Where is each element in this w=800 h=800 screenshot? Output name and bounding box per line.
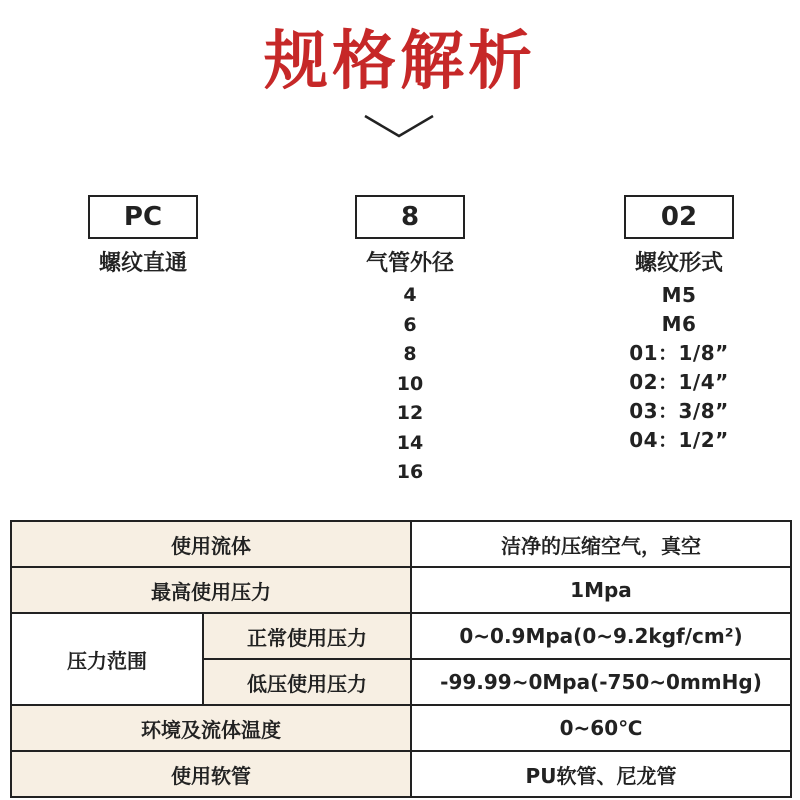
list-item: 14 [396, 431, 424, 454]
code-label-type: 螺纹直通 [98, 251, 187, 276]
list-item: 6 [403, 313, 417, 336]
table-row [11, 567, 791, 613]
spec-label-temperature: 环境及流体温度 [11, 705, 411, 751]
list-item: 4 [403, 284, 417, 306]
table-row [11, 521, 791, 567]
list-item: 16 [396, 461, 424, 483]
list-item: 04：1/2” [629, 428, 729, 452]
code-box-type: PC [88, 195, 198, 239]
table-row [11, 613, 791, 659]
list-item: 01：1/8” [629, 341, 729, 365]
list-item: M5 [661, 283, 697, 307]
spec-label-hose: 使用软管 [11, 751, 411, 797]
spec-value-max-pressure: 1Mpa [411, 567, 791, 613]
table-row [11, 705, 791, 751]
tube-diameter-options [330, 281, 490, 488]
spec-label-max-pressure: 最高使用压力 [11, 567, 411, 613]
spec-value-temperature: 0~60℃ [411, 705, 791, 751]
page-title: 规格解析 [264, 25, 536, 99]
spec-value-hose: PU软管、尼龙管 [411, 751, 791, 797]
list-item: 10 [396, 372, 424, 395]
code-box-tube-diameter: 8 [355, 195, 465, 239]
table-row [11, 751, 791, 797]
list-item: 8 [403, 343, 417, 365]
spec-label-normal-pressure: 正常使用压力 [203, 613, 411, 659]
list-item: 02：1/4” [629, 370, 729, 394]
spec-value-fluid: 洁净的压缩空气，真空 [411, 521, 791, 567]
spec-value-low-pressure: -99.99~0Mpa(-750~0mmHg) [411, 659, 791, 705]
spec-value-normal-pressure: 0~0.9Mpa(0~9.2kgf/cm²) [411, 613, 791, 659]
list-item: 12 [396, 402, 424, 424]
list-item: 03：3/8” [629, 399, 729, 423]
code-box-thread-form: 02 [624, 195, 734, 239]
spec-label-pressure-range: 压力范围 [11, 613, 203, 705]
code-label-tube-diameter: 气管外径 [365, 251, 454, 276]
chevron-down-icon [363, 112, 435, 140]
list-item: M6 [661, 312, 697, 336]
code-label-thread-form: 螺纹形式 [634, 251, 723, 276]
spec-table [10, 520, 792, 798]
thread-form-options [599, 281, 759, 455]
spec-label-low-pressure: 低压使用压力 [203, 659, 411, 705]
spec-label-fluid: 使用流体 [11, 521, 411, 567]
